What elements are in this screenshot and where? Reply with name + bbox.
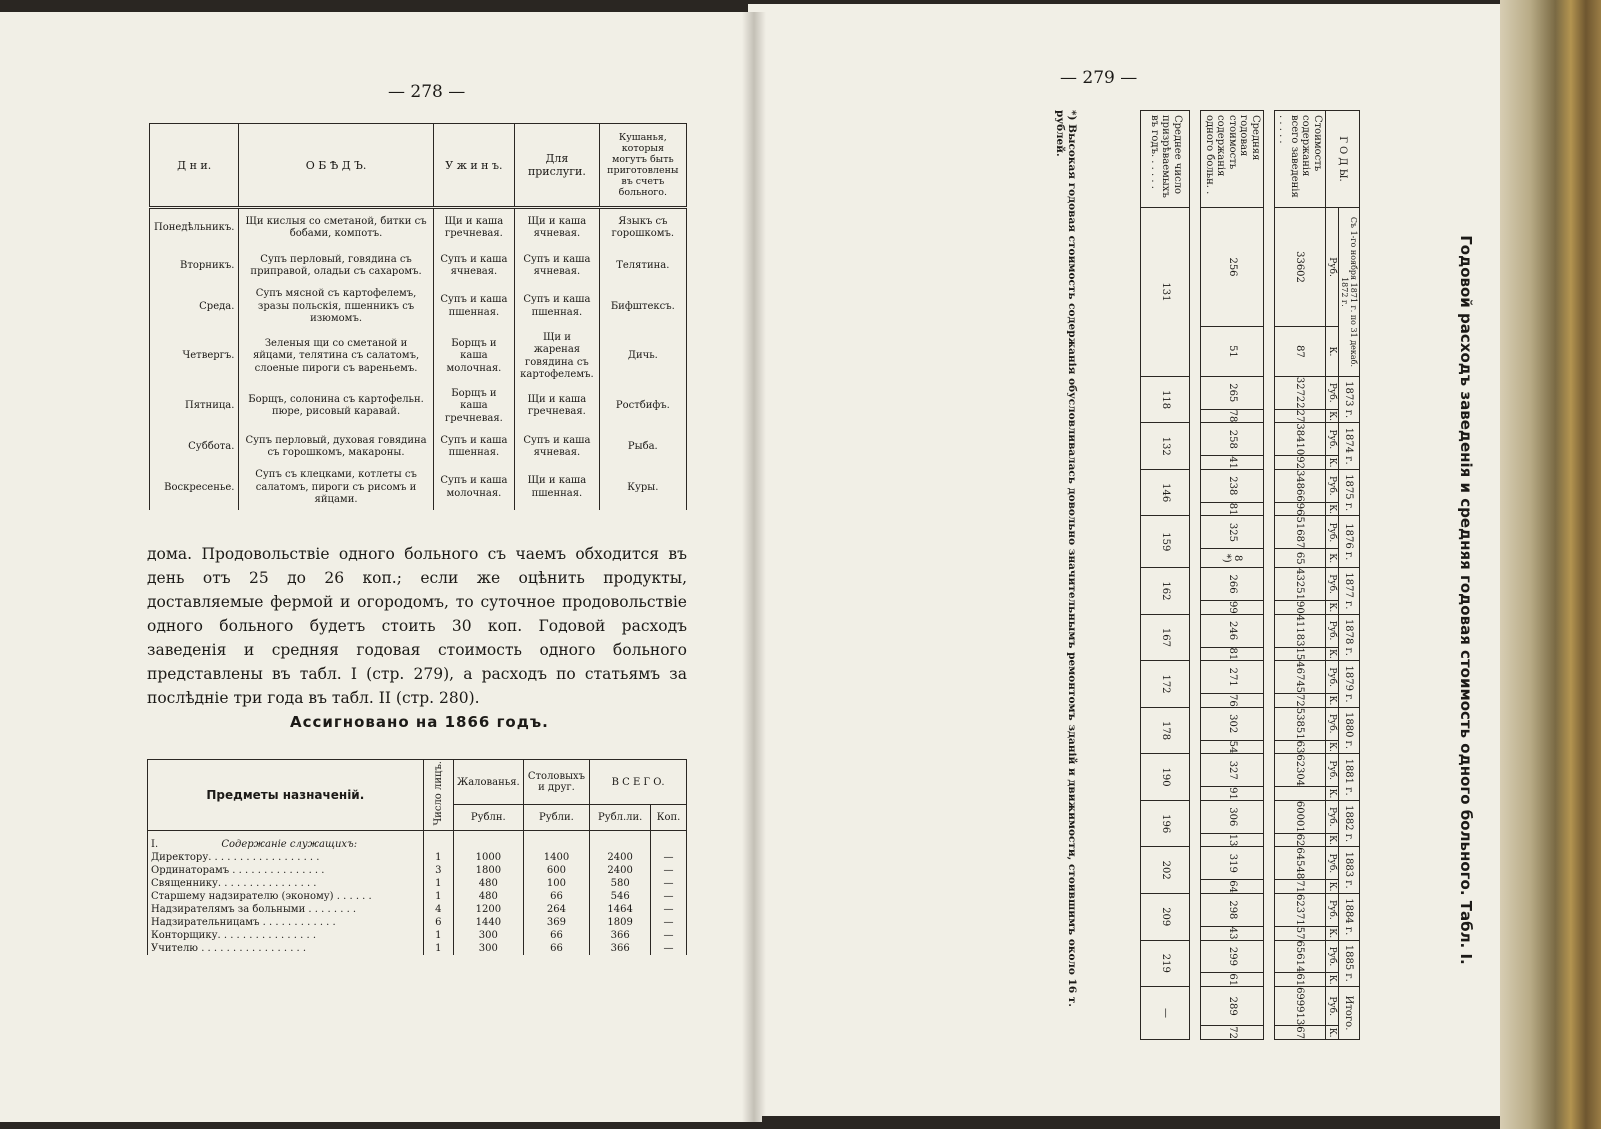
assign-salary: 1440 — [453, 916, 523, 929]
unit-rub: Руб. — [1326, 614, 1339, 647]
assign-sub-total-kop: Коп. — [651, 805, 687, 830]
assign-table — [147, 759, 687, 955]
avg-cost-kop: 76 — [1201, 694, 1264, 708]
total-cost-rub: 64548 — [1275, 847, 1326, 880]
assign-total: 1809 — [590, 916, 651, 929]
years-corner: Г О Д Ы. — [1326, 111, 1360, 208]
assign-section — [148, 830, 424, 851]
assign-board: 1400 — [523, 851, 589, 864]
avg-cost-rub: 306 — [1201, 800, 1264, 833]
total-cost-rub: 62371 — [1275, 893, 1326, 926]
assign-count: 3 — [423, 864, 453, 877]
menu-table — [149, 123, 687, 510]
avg-cost-rub: 271 — [1201, 661, 1264, 694]
menu-servants: Щи и жареная говядина съ картофелемъ. — [515, 329, 600, 385]
total-cost-rub: 53851 — [1275, 707, 1326, 740]
total-cost-rub: 32722 — [1275, 376, 1326, 409]
assign-header-salary: Жалованья. — [453, 760, 523, 805]
menu-supper: Борщъ и каша молочная. — [433, 329, 514, 385]
assign-row — [148, 929, 687, 942]
assign-board: 264 — [523, 903, 589, 916]
menu-extra: Дичь. — [599, 329, 686, 385]
total-cost-kop: 92 — [1275, 456, 1326, 470]
unit-rub: Руб. — [1326, 469, 1339, 502]
assign-count: 4 — [423, 903, 453, 916]
total-cost-kop: 65 — [1275, 549, 1326, 568]
patients-count: 159 — [1141, 516, 1190, 568]
year-header: 1878 г. — [1339, 614, 1360, 661]
total-cost-kop: 71 — [1275, 880, 1326, 894]
unit-rub: Руб. — [1326, 423, 1339, 456]
menu-row — [150, 285, 687, 329]
year-header: 1883 г. — [1339, 847, 1360, 894]
assign-board: 100 — [523, 877, 589, 890]
menu-day: Понедѣльникъ. — [150, 208, 239, 248]
assign-salary: 1200 — [453, 903, 523, 916]
book-gutter — [742, 12, 766, 1122]
unit-rub: Руб. — [1326, 987, 1339, 1026]
assign-kop: — — [651, 864, 687, 877]
year-header: 1877 г. — [1339, 568, 1360, 615]
total-cost-rub: 41183 — [1275, 614, 1326, 647]
year-header: 1884 г. — [1339, 893, 1360, 940]
assign-salary: 480 — [453, 877, 523, 890]
assign-kop: — — [651, 877, 687, 890]
patients-count: 219 — [1141, 940, 1190, 987]
assign-row — [148, 916, 687, 929]
menu-dinner: Супъ перловый, говядина съ приправой, оладьи съ сахаромъ. — [239, 247, 433, 285]
menu-dinner: Супъ перловый, духовая говядина съ горошкомъ, макароны. — [239, 428, 433, 466]
unit-rub: Руб. — [1326, 516, 1339, 549]
patients-count: 132 — [1141, 423, 1190, 470]
unit-rub: Руб. — [1326, 661, 1339, 694]
year-header: 1876 г. — [1339, 516, 1360, 568]
total-cost-kop: 63 — [1275, 740, 1326, 754]
menu-header-dinner: О Б Ѣ Д Ъ. — [239, 124, 433, 208]
avg-cost-kop: 99 — [1201, 600, 1264, 614]
body-paragraph: дома. Продовольствіе одного больного съ чаемъ обходится въ день отъ 25 до 26 коп.; если же оцѣнить продукты, доставляемые фермой и огородомъ, то суточное продовольствіе одного больного будетъ стоить 30 коп. Годовой расходъ заведенія и средняя годовая стоимость одного больного представлены въ табл. I (стр. 279), а расходъ по статьямъ за послѣдніе три года въ табл. II (стр. 280). — [147, 545, 687, 707]
unit-rub: Руб. — [1326, 376, 1339, 409]
total-cost-kop: 15 — [1275, 647, 1326, 661]
assign-total: 580 — [590, 877, 651, 890]
patients-count: 202 — [1141, 847, 1190, 894]
menu-day: Среда. — [150, 285, 239, 329]
assign-title: Ассигновано на 1866 годъ. — [290, 713, 549, 731]
total-cost-rub: 62304 — [1275, 754, 1326, 787]
avg-cost-rub: 238 — [1201, 469, 1264, 502]
unit-rub: Руб. — [1326, 893, 1339, 926]
total-cost-kop: 72 — [1275, 694, 1326, 708]
assign-sub-salary: Рублн. — [453, 805, 523, 830]
unit-kop: К. — [1327, 788, 1337, 799]
menu-supper: Щи и каша гречневая. — [433, 208, 514, 248]
total-cost-kop: 61 — [1275, 973, 1326, 987]
assign-board: 66 — [523, 890, 589, 903]
menu-dinner: Щи кислыя со сметаной, битки съ бобами, компотъ. — [239, 208, 433, 248]
patients-count: — — [1141, 987, 1190, 1040]
avg-cost-kop: 78 — [1201, 409, 1264, 423]
menu-extra: Куры. — [599, 466, 686, 510]
menu-dinner: Зеленыя щи со сметаной и яйцами, телятина съ салатомъ, слоеные пироги съ вареньемъ. — [239, 329, 433, 385]
assign-count: 1 — [423, 942, 453, 955]
total-cost-kop: 87 — [1275, 327, 1326, 377]
unit-rub: Руб. — [1326, 754, 1339, 787]
menu-supper: Борщъ и каша гречневая. — [433, 385, 514, 429]
year-header: 1879 г. — [1339, 661, 1360, 708]
menu-dinner: Супъ мясной съ картофелемъ, зразы польскія, пшенникъ съ изюмомъ. — [239, 285, 433, 329]
assign-kop: — — [651, 903, 687, 916]
total-cost-kop: 90 — [1275, 600, 1326, 614]
patients-count: 167 — [1141, 614, 1190, 661]
assign-row — [148, 890, 687, 903]
avg-cost-rub: 325 — [1201, 516, 1264, 549]
avg-cost-kop: 41 — [1201, 456, 1264, 470]
patients-count: 118 — [1141, 376, 1190, 423]
assign-label: Учителю . . . . . . . . . . . . . . . . . — [148, 942, 424, 955]
unit-kop: К. — [1326, 327, 1339, 377]
assign-header-board: Столовыхъ и друг. — [523, 760, 589, 805]
total-cost-rub: 46745 — [1275, 661, 1326, 694]
assign-section-num: I. — [151, 838, 159, 850]
unit-kop: К. — [1327, 602, 1337, 613]
menu-row — [150, 208, 687, 248]
avg-cost-rub: 327 — [1201, 754, 1264, 787]
total-cost-rub: 38410 — [1275, 423, 1326, 456]
assign-count: 1 — [423, 929, 453, 942]
assign-row — [148, 903, 687, 916]
total-cost-kop — [1275, 787, 1326, 801]
menu-dinner: Борщъ, солонина съ картофельн. пюре, рисовый каравай. — [239, 385, 433, 429]
avg-cost-rub: 299 — [1201, 940, 1264, 973]
assign-label: Надзирательницамъ . . . . . . . . . . . . — [148, 916, 424, 929]
page-number-left: — 278 — — [388, 82, 466, 102]
assign-total: 1464 — [590, 903, 651, 916]
assign-row — [148, 877, 687, 890]
avg-cost-kop: 91 — [1201, 787, 1264, 801]
menu-day: Четвергъ. — [150, 329, 239, 385]
avg-cost-rub: 246 — [1201, 614, 1264, 647]
unit-rub: Руб. — [1326, 568, 1339, 601]
menu-extra: Языкъ съ горошкомъ. — [599, 208, 686, 248]
year-header: 1885 г. — [1339, 940, 1360, 987]
menu-header-day: Д н и. — [150, 124, 239, 208]
menu-extra: Телятина. — [599, 247, 686, 285]
assign-kop: — — [651, 890, 687, 903]
assign-total: 366 — [590, 942, 651, 955]
assign-header-total: В С Е Г О. — [590, 760, 687, 805]
book-edge — [1500, 0, 1601, 1129]
avg-cost-rub: 265 — [1201, 376, 1264, 409]
total-cost-kop: 62 — [1275, 833, 1326, 847]
menu-header-supper: У ж и н ъ. — [433, 124, 514, 208]
avg-cost-kop: 81 — [1201, 647, 1264, 661]
menu-extra: Рыба. — [599, 428, 686, 466]
patients-count: 146 — [1141, 469, 1190, 516]
total-cost-rub: 51687 — [1275, 516, 1326, 549]
rotated-table-block — [900, 110, 1475, 1040]
assign-row — [148, 851, 687, 864]
patients-count: 190 — [1141, 754, 1190, 801]
patients-count: 172 — [1141, 661, 1190, 708]
unit-kop: К. — [1327, 504, 1337, 515]
total-cost-kop: 27 — [1275, 409, 1326, 423]
avg-cost-kop: 43 — [1201, 926, 1264, 940]
avg-cost-kop: 72 — [1201, 1026, 1264, 1040]
unit-kop: К. — [1326, 549, 1339, 568]
assign-count: 1 — [423, 877, 453, 890]
assign-sub-total-rub: Рубл.ли. — [590, 805, 651, 830]
total-cost-rub: 43251 — [1275, 568, 1326, 601]
row-label-avg-cost: Средняя годовая стоимость содержанія одного больн. . — [1201, 111, 1264, 208]
year-cost-table — [1141, 110, 1361, 1040]
menu-servants: Щи и каша гречневая. — [515, 385, 600, 429]
unit-kop: К. — [1327, 695, 1337, 706]
total-cost-kop: 67 — [1275, 1026, 1326, 1040]
menu-servants: Супъ и каша ячневая. — [515, 428, 600, 466]
avg-cost-rub: 266 — [1201, 568, 1264, 601]
total-cost-rub: 60001 — [1275, 800, 1326, 833]
patients-count: 131 — [1141, 208, 1190, 377]
year-header: 1882 г. — [1339, 800, 1360, 847]
menu-servants: Супъ и каша ячневая. — [515, 247, 600, 285]
patients-count: 209 — [1141, 893, 1190, 940]
total-cost-rub: 33602 — [1275, 208, 1326, 327]
table-footnote: *) Высокая годовая стоимость содержанія обусловливалась довольно значительнымъ ремонтомъ зданій и движимости, стоившимъ около 16 т. рублей. — [1054, 110, 1078, 1007]
assign-section-title: Содержаніе служащихъ: — [221, 838, 358, 850]
unit-kop: К. — [1327, 928, 1337, 939]
avg-cost-kop: 8 *) — [1201, 549, 1264, 568]
assign-label: Священнику. . . . . . . . . . . . . . . . — [148, 877, 424, 890]
menu-supper: Супъ и каша ячневая. — [433, 247, 514, 285]
row-label-patients: Среднее число призрѣваемыхъ въ годъ. . . . . . — [1141, 111, 1190, 208]
assign-label: Старшему надзирателю (эконому) . . . . . . — [148, 890, 424, 903]
year-header: Итого. — [1339, 987, 1360, 1040]
total-cost-rub: 65614 — [1275, 940, 1326, 973]
menu-day: Воскресенье. — [150, 466, 239, 510]
menu-row — [150, 428, 687, 466]
unit-kop: К. — [1327, 411, 1337, 421]
assign-header-count: Число лицъ. — [423, 760, 453, 831]
unit-kop: К. — [1327, 881, 1337, 892]
avg-cost-rub: 298 — [1201, 893, 1264, 926]
assign-total: 366 — [590, 929, 651, 942]
avg-cost-kop: 54 — [1201, 740, 1264, 754]
assign-total: 546 — [590, 890, 651, 903]
avg-cost-rub: 319 — [1201, 847, 1264, 880]
avg-cost-kop: 51 — [1201, 327, 1264, 377]
menu-header-extra: Кушанья, которыя могутъ быть приготовлены въ счетъ больного. — [599, 124, 686, 208]
assign-board: 66 — [523, 929, 589, 942]
assign-kop: — — [651, 929, 687, 942]
menu-row — [150, 247, 687, 285]
year-header: 1874 г. — [1339, 423, 1360, 470]
year-header: Съ 1-го ноября 1871 г. по 31 декаб. 1872 г. — [1339, 208, 1360, 377]
avg-cost-rub: 302 — [1201, 707, 1264, 740]
assign-total: 2400 — [590, 864, 651, 877]
menu-dinner: Супъ съ клецками, котлеты съ салатомъ, пироги съ рисомъ и яйцами. — [239, 466, 433, 510]
unit-kop: К. — [1327, 1027, 1337, 1038]
avg-cost-kop: 64 — [1201, 880, 1264, 894]
patients-count: 162 — [1141, 568, 1190, 615]
assign-row — [148, 942, 687, 955]
unit-kop: К. — [1327, 974, 1337, 985]
assign-kop: — — [651, 916, 687, 929]
avg-cost-rub: 258 — [1201, 423, 1264, 456]
menu-day: Суббота. — [150, 428, 239, 466]
assign-label: Директору. . . . . . . . . . . . . . . . . . — [148, 851, 424, 864]
assign-salary: 480 — [453, 890, 523, 903]
menu-row — [150, 466, 687, 510]
assign-salary: 300 — [453, 929, 523, 942]
patients-count: 178 — [1141, 707, 1190, 754]
menu-row — [150, 385, 687, 429]
menu-day: Пятница. — [150, 385, 239, 429]
menu-extra: Бифштексъ. — [599, 285, 686, 329]
assign-total: 2400 — [590, 851, 651, 864]
menu-day: Вторникъ. — [150, 247, 239, 285]
avg-cost-rub: 256 — [1201, 208, 1264, 327]
assign-label: Ординаторамъ . . . . . . . . . . . . . . . — [148, 864, 424, 877]
menu-servants: Щи и каша пшенная. — [515, 466, 600, 510]
menu-supper: Супъ и каша молочная. — [433, 466, 514, 510]
avg-cost-rub: 289 — [1201, 987, 1264, 1026]
row-label-total-cost: Стоимость содержанія всего заведенія . . . . . — [1275, 111, 1326, 208]
year-header: 1873 г. — [1339, 376, 1360, 423]
menu-servants: Супъ и каша пшенная. — [515, 285, 600, 329]
assign-salary: 1000 — [453, 851, 523, 864]
assign-kop: — — [651, 851, 687, 864]
assign-label: Конторщику. . . . . . . . . . . . . . . . — [148, 929, 424, 942]
avg-cost-kop: 13 — [1201, 833, 1264, 847]
assign-board: 600 — [523, 864, 589, 877]
assign-count: 6 — [423, 916, 453, 929]
total-cost-kop: 96 — [1275, 502, 1326, 516]
assign-sub-board: Рубли. — [523, 805, 589, 830]
assign-board: 369 — [523, 916, 589, 929]
patients-count: 196 — [1141, 800, 1190, 847]
assign-kop: — — [651, 942, 687, 955]
menu-row — [150, 329, 687, 385]
avg-cost-kop: 81 — [1201, 502, 1264, 516]
assign-count: 1 — [423, 890, 453, 903]
year-header: 1881 г. — [1339, 754, 1360, 801]
year-header: 1875 г. — [1339, 469, 1360, 516]
total-cost-rub: 699913 — [1275, 987, 1326, 1026]
assign-header-subject: Предметы назначеній. — [148, 760, 424, 831]
avg-cost-kop: 61 — [1201, 973, 1264, 987]
assign-count: 1 — [423, 851, 453, 864]
unit-kop: К. — [1327, 648, 1337, 659]
assign-label: Надзирателямъ за больными . . . . . . . . — [148, 903, 424, 916]
page-number-right: — 279 — — [1060, 68, 1138, 88]
menu-header-servants: Для прислуги. — [515, 124, 600, 208]
unit-rub: Руб. — [1326, 707, 1339, 740]
assign-board: 66 — [523, 942, 589, 955]
unit-rub: Руб. — [1326, 940, 1339, 973]
unit-kop: К. — [1327, 835, 1337, 845]
unit-rub: Руб. — [1326, 208, 1339, 327]
menu-servants: Щи и каша ячневая. — [515, 208, 600, 248]
assign-row — [148, 864, 687, 877]
menu-extra: Ростбифъ. — [599, 385, 686, 429]
year-header: 1880 г. — [1339, 707, 1360, 754]
unit-rub: Руб. — [1326, 847, 1339, 880]
menu-supper: Супъ и каша пшенная. — [433, 428, 514, 466]
total-cost-kop: 57 — [1275, 926, 1326, 940]
assign-salary: 300 — [453, 942, 523, 955]
assign-salary: 1800 — [453, 864, 523, 877]
unit-kop: К. — [1327, 742, 1337, 752]
menu-supper: Супъ и каша пшенная. — [433, 285, 514, 329]
total-cost-rub: 34866 — [1275, 469, 1326, 502]
unit-kop: К. — [1327, 457, 1337, 468]
table-title: Годовой расходъ заведенія и средняя годовая стоимость одного больного. Табл. I. — [1457, 235, 1475, 965]
unit-rub: Руб. — [1326, 800, 1339, 833]
